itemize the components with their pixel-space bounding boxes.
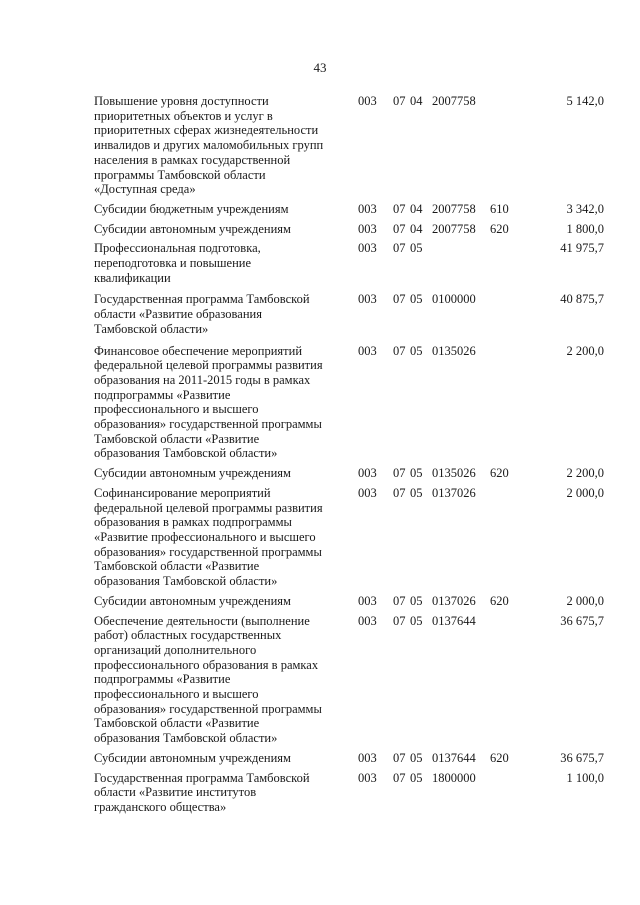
row-rz: 07 <box>393 613 406 628</box>
row-rz: 07 <box>393 485 406 500</box>
row-rz: 07 <box>393 750 406 765</box>
row-csr: 2007758 <box>432 94 476 108</box>
row-pr: 05 <box>410 343 423 358</box>
row-name: Государственная программа Тамбовской области «Развитие образования Тамбовской области» <box>94 292 310 336</box>
row-rz: 07 <box>393 770 406 785</box>
table-row <box>94 222 604 237</box>
table-row <box>94 594 604 609</box>
row-csr: 0137644 <box>432 750 476 765</box>
row-csr: 0100000 <box>432 292 476 307</box>
row-vr: 620 <box>490 221 509 236</box>
row-pr: 04 <box>410 94 423 108</box>
row-pr: 04 <box>410 221 423 236</box>
row-sum: 40 875,7 <box>560 292 604 307</box>
row-pr: 04 <box>410 201 423 216</box>
row-ved: 003 <box>358 593 377 608</box>
row-ved: 003 <box>358 613 377 628</box>
row-vr: 620 <box>490 750 509 765</box>
row-rz: 07 <box>393 201 406 216</box>
row-sum: 36 675,7 <box>560 613 604 628</box>
row-name: Софинансирование мероприятий федеральной целевой программы развития образования в рамках подпрограммы «Развитие профессионального и высшего образования» государственной программы Тамбовской области «Развитие образования Тамбовской области» <box>94 485 323 589</box>
row-sum: 2 000,0 <box>566 593 604 608</box>
row-sum: 41 975,7 <box>560 241 604 256</box>
row-csr: 1800000 <box>432 770 476 785</box>
row-sum: 5 142,0 <box>566 94 604 108</box>
table-row <box>94 241 604 285</box>
row-rz: 07 <box>393 292 406 307</box>
row-sum: 2 000,0 <box>566 485 604 500</box>
row-vr: 620 <box>490 593 509 608</box>
table-row <box>94 292 604 336</box>
row-ved: 003 <box>358 221 377 236</box>
page-number: 43 <box>313 60 327 75</box>
row-sum: 1 100,0 <box>566 770 604 785</box>
row-pr: 05 <box>410 292 423 307</box>
row-csr: 0137026 <box>432 485 476 500</box>
row-csr: 0137644 <box>432 613 476 628</box>
table-row <box>94 751 604 766</box>
table-row <box>94 614 604 746</box>
row-sum: 1 800,0 <box>566 221 604 236</box>
row-sum: 3 342,0 <box>566 201 604 216</box>
table-row <box>94 466 604 481</box>
row-pr: 05 <box>410 770 423 785</box>
row-vr: 610 <box>490 201 509 216</box>
row-ved: 003 <box>358 292 377 307</box>
row-ved: 003 <box>358 750 377 765</box>
row-pr: 05 <box>410 485 423 500</box>
row-sum: 2 200,0 <box>566 343 604 358</box>
row-rz: 07 <box>393 466 406 481</box>
row-name: Обеспечение деятельности (выполнение работ) областных государственных организаций дополнительного профессионального образования в рамках подпрограммы «Развитие профессионального и высшего образования» государственной программы Тамбовской области «Развитие образования Тамбовской области» <box>94 613 322 746</box>
row-name: Субсидии автономным учреждениям <box>94 593 291 608</box>
row-rz: 07 <box>393 241 406 256</box>
row-ved: 003 <box>358 201 377 216</box>
row-ved: 003 <box>358 94 377 108</box>
row-sum: 36 675,7 <box>560 750 604 765</box>
table-row <box>94 486 604 589</box>
row-pr: 05 <box>410 241 423 256</box>
row-pr: 05 <box>410 750 423 765</box>
row-ved: 003 <box>358 485 377 500</box>
table-row <box>94 202 604 217</box>
row-pr: 05 <box>410 466 423 481</box>
row-vr: 620 <box>490 466 509 481</box>
row-name: Профессиональная подготовка, переподготовка и повышение квалификации <box>94 241 261 285</box>
table-row <box>94 94 604 197</box>
row-rz: 07 <box>393 593 406 608</box>
row-pr: 05 <box>410 613 423 628</box>
row-name: Государственная программа Тамбовской области «Развитие институтов гражданского общества» <box>94 770 310 814</box>
row-pr: 05 <box>410 593 423 608</box>
table-row <box>94 344 604 462</box>
row-ved: 003 <box>358 770 377 785</box>
row-csr: 0137026 <box>432 593 476 608</box>
row-name: Субсидии автономным учреждениям <box>94 466 291 481</box>
row-ved: 003 <box>358 466 377 481</box>
row-sum: 2 200,0 <box>566 466 604 481</box>
row-csr: 2007758 <box>432 201 476 216</box>
row-rz: 07 <box>393 343 406 358</box>
row-name: Субсидии автономным учреждениям <box>94 750 291 765</box>
row-ved: 003 <box>358 241 377 256</box>
row-rz: 07 <box>393 94 406 108</box>
row-rz: 07 <box>393 221 406 236</box>
row-ved: 003 <box>358 343 377 358</box>
budget-table <box>94 94 604 815</box>
row-name: Субсидии бюджетным учреждениям <box>94 201 289 216</box>
row-name: Повышение уровня доступности приоритетных объектов и услуг в приоритетных сферах жизнедеятельности инвалидов и других маломобильных групп населения в рамках государственной программы Тамбовской области «Доступная среда» <box>94 94 324 197</box>
row-name: Субсидии автономным учреждениям <box>94 221 291 236</box>
row-csr: 0135026 <box>432 343 476 358</box>
row-name: Финансовое обеспечение мероприятий федеральной целевой программы развития образования на 2011-2015 годы в рамках подпрограммы «Развитие профессионального и высшего образования» государственной программы Тамбовской области «Развитие образования Тамбовской области» <box>94 343 323 461</box>
row-csr: 2007758 <box>432 221 476 236</box>
table-row <box>94 771 604 815</box>
row-csr: 0135026 <box>432 466 476 481</box>
